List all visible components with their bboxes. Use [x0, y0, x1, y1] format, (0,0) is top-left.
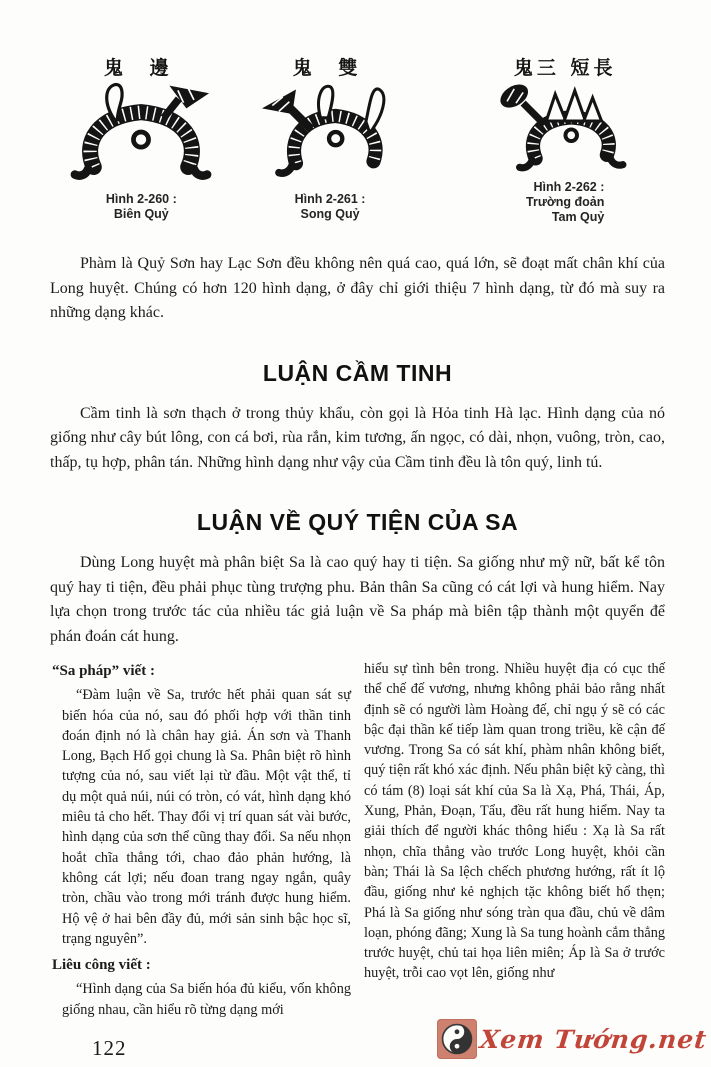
- sa-phap-label: “Sa pháp” viết :: [52, 663, 155, 679]
- figure-caption: [526, 180, 604, 225]
- figure-caption: [295, 192, 366, 222]
- lieu-cong-quote: “Hình dạng của Sa biến hóa đủ kiểu, vốn không giống nhau, cần hiểu rõ từng dạng mới: [62, 981, 351, 1018]
- figure-caption-line1: Hình 2-260 :: [105, 192, 177, 206]
- figure-caption: [106, 192, 177, 222]
- tam-quy-drawing-icon: [480, 80, 650, 178]
- figures-row: [50, 56, 665, 238]
- watermark-text: Xem Tướng.net: [478, 1024, 709, 1054]
- chinese-caption-glyphs: 鬼三 短長: [513, 57, 617, 79]
- section2-paragraph: Dùng Long huyệt mà phân biệt Sa là cao quý hay ti tiện. Sa giống như mỹ nữ, bất kể tôn quý hay ti tiện, đều phải phục tùng trượng phu. Bản thân Sa cũng có cát lợi và hung hiểm. Nay lựa chọn trong trước tác của nhiều tác giả luận về Sa pháp mà biên tập thành một quyển để phán đoán cát hung.: [50, 554, 665, 645]
- bien-quy-drawing-icon: [61, 80, 221, 184]
- figure-truong-doan-tam-quy: [465, 56, 665, 225]
- figure-caption-line2: Biên Quỷ: [113, 207, 169, 221]
- two-column-text: [50, 655, 665, 1020]
- right-column: [364, 655, 665, 1020]
- intro-paragraph: Phàm là Quỷ Sơn hay Lạc Sơn đều không nên quá cao, quá lớn, sẽ đoạt mất chân khí của Long huyệt. Chúng có hơn 120 hình dạng, ở đây chỉ giới thiệu 7 hình dạng, từ đó mà suy ra những dạng khác.: [50, 255, 665, 321]
- figure-caption-line2: Song Quỷ: [300, 207, 360, 221]
- chinese-caption-glyphs: 鬼 雙: [292, 57, 368, 79]
- lieu-cong-label: Liêu công viết :: [52, 957, 151, 974]
- figure-caption-line1: Hình 2-261 :: [294, 192, 366, 206]
- figure-caption-line2: Trường đoản: [526, 195, 605, 209]
- figure-caption-line1: Hình 2-262 :: [533, 180, 605, 194]
- yin-yang-icon: [437, 1019, 477, 1059]
- figure-caption-line3: Tam Quỷ: [551, 210, 605, 224]
- right-column-text: hiểu sự tình bên trong. Nhiều huyệt địa có cục thế thể chế đế vương, nhưng không phải bảo rằng nhất định sẽ có người làm Hoàng đế, chỉ ngụ ý sẽ có các bậc đại thần kế tiếp làm quan trong triều, kề cận đế vương. Trong Sa có sát khí, phàm nhân không biết, quý tiện rất khó xác định. Nếu phân biệt kỹ càng, thì có tám (8) loại sát khí của Sa là Xạ, Phá, Thái, Áp, Xung, Phản, Đoạn, Tẩu, đều rất hung hiểm. Nay ta giải thích để người khác thông hiểu : Xạ là Sa rất nhọn, chĩa thẳng vào trước Long huyệt, khỏi cần bàn; Thái là Sa lệch chếch phương hướng, rất ít lộ đầu, giống như kẻ nghịch tặc không biết hổ thẹn; Phá là Sa giống như sóng tràn qua đầu, chủ về dâm loạn, phóng đãng; Xung là Sa tung hoành cắm thẳng trước huyệt, chủ tai họa liên miên; Áp là Sa ở trước huyệt, trỗi cao vọt lên, giống như: [364, 661, 665, 982]
- page-number: 122: [92, 1036, 127, 1060]
- left-column: [50, 655, 351, 1020]
- section-title-luan-ve-quy-tien-cua-sa: LUẬN VỀ QUÝ TIỆN CỦA SA: [196, 509, 519, 535]
- figure-bien-quy: [54, 56, 229, 222]
- song-quy-drawing-icon: [250, 80, 410, 184]
- section1-paragraph: Cầm tinh là sơn thạch ở trong thủy khẩu, còn gọi là Hỏa tinh Hà lạc. Hình dạng của nó giống như cây bút lông, con cá bơi, rùa rắn, kim tương, ấn ngọc, có dài, nhọn, vuông, tròn, cao, thấp, tụ hợp, phân tán. Những hình dạng như vậy của Cầm tinh đều là tôn quý, linh tú.: [50, 404, 665, 471]
- watermark: [437, 1019, 707, 1059]
- section-title-luan-cam-tinh: LUẬN CẦM TINH: [262, 359, 453, 386]
- figure-song-quy: [243, 56, 418, 222]
- chinese-caption-glyphs: 鬼 邊: [104, 57, 179, 79]
- sa-phap-quote: “Đàm luận về Sa, trước hết phải quan sát sự biến hóa của nó, sau đó phối hợp với thần tinh đoán định nó là chân hay giả. Án sơn và Thanh Long, Bạch Hổ gọi chung là Sa. Phân biệt rõ hình tượng của nó, sau viết lại từ đầu. Một vật thể, tỉ dụ một quả núi, núi có tròn, có vát, hình dạng khó miêu tả cho hết. Thay đổi vị trí quan sát vài bước, hình dạng của sơn thể cũng thay đổi. Sa nếu nhọn hoắt chĩa thẳng tới, chao đảo phản hướng, là không cát lợi; nếu đoan trang ngay ngắn, quây tròn, chầu vào trong mới tránh được hung hiểm. Hộ vệ ở hai bên đầy đủ, mới sản sinh bậc học sĩ, trạng nguyên”.: [62, 687, 351, 947]
